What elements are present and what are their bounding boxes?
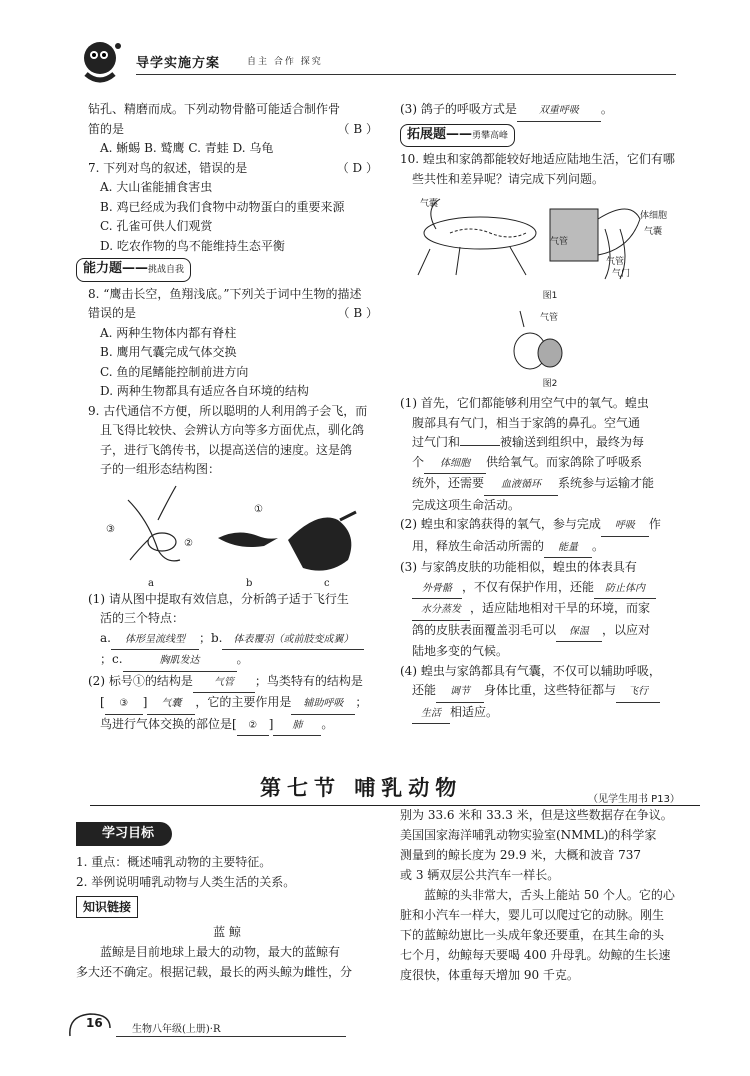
q7-option-a: A. 大山雀能捕食害虫: [100, 180, 213, 194]
story-r9: 度很快，体重每天增加 90 千克。: [400, 968, 579, 982]
fig-label-2: ②: [184, 537, 193, 549]
bottom-left: [76, 818, 378, 982]
answer-breathing: 双重呼吸: [517, 101, 601, 122]
p4-line1: (4) 蝗虫与家鸽都具有气囊，不仅可以辅助呼吸，: [400, 663, 661, 678]
page-number: 16: [86, 1016, 103, 1030]
knowledge-link-tag: 知识链接: [76, 896, 138, 918]
q8-stem1: 8. “鹰击长空，鱼翔浅底。”下列关于词中生物的描述: [88, 286, 362, 301]
q9-stem1: 9. 古代通信不方便，所以聪明的人利用鸽子会飞，而: [88, 403, 368, 418]
left-column: [83, 100, 378, 736]
q8-stem2: 错误的是 （ B ）: [88, 304, 378, 324]
q7-option-c: C. 孔雀可供人们观赏: [100, 219, 213, 233]
p3-line2: 外骨骼 ，不仅有保护作用，还能 防止体内: [400, 578, 700, 600]
q9-stem3: 子，进行飞鸽传书，以提高送信的速度。这是鸽: [100, 442, 353, 457]
answer-trachea: 气管: [193, 673, 255, 694]
answer-cell: 体细胞: [424, 454, 486, 475]
header-rule: [136, 74, 676, 75]
goal-banner: 学习目标: [76, 822, 172, 846]
footer-rule: [116, 1036, 346, 1037]
p3-line4: 鸽的皮肤表面覆盖羽毛可以 保温 ，以应对: [400, 621, 700, 643]
answer-c: 胸肌发达: [123, 651, 237, 672]
story-r4: 或 3 辆双层公共汽车一样长。: [400, 868, 560, 882]
story-r8: 七个月，幼鲸每天要喝 400 升母乳。幼鲸的生长速: [400, 948, 671, 962]
fig1-label-spiracle: 气门: [612, 269, 631, 279]
p2-line2: 用，释放生命活动所需的 能量 。: [400, 537, 700, 559]
story-r5: 蓝鲸的头非常大，舌头上能站 50 个人。它的心: [424, 888, 675, 902]
story-line2: 多大还不确定。根据记载，最长的两头鲸为雌性，分: [76, 965, 353, 979]
goal-1: 1. 重点：概述哺乳动物的主要特征。: [76, 855, 272, 869]
q9-1-stem1: (1) 请从图中提取有效信息，分析鸽子适于飞行生: [88, 591, 349, 606]
fig2-caption: 图2: [542, 378, 558, 389]
p3-line5: 陆地多变的气候。: [412, 644, 509, 658]
fig1-caption: 图1: [542, 291, 558, 301]
answer-prevent: 防止体内: [594, 579, 656, 600]
story-title: 蓝 鲸: [213, 925, 241, 939]
fig1-label-trachea2: 气管: [606, 257, 625, 267]
q6-options: A. 蜥蜴 B. 鹫鹰 C. 青蛙 D. 乌龟: [100, 141, 274, 155]
p1-line3: 过气门和 被输送到组织中，最终为每: [412, 435, 645, 449]
q9-stem2: 且飞得比较快、会辨认方向等多方面优点，驯化鸽: [100, 423, 365, 437]
p4-line2: 还能 调节 身体比重，这些特征都与 飞行: [400, 681, 700, 703]
chapter-reference: （见学生用书 P13）: [588, 794, 680, 805]
book-title: 生物八年级(上册)·R: [132, 1024, 221, 1035]
fig-label-3: ③: [106, 523, 115, 535]
answer-adjust: 调节: [436, 682, 484, 703]
story-r6: 脏和小汽车一样大，婴儿可以爬过它的动脉。刚生: [400, 908, 665, 922]
p2-line1: (2) 蝗虫和家鸽获得的氧气，参与完成 呼吸 作: [400, 515, 700, 537]
story-line1: 蓝鲸是目前地球上最大的动物，最大的蓝鲸有: [100, 945, 341, 959]
fig1-label-sac2: 气囊: [644, 227, 663, 237]
fig1-label-trachea: 气管: [550, 237, 569, 247]
q7-option-b: B. 鸡已经成为我们食物中动物蛋白的重要来源: [100, 199, 345, 214]
q6-answer: （ B ）: [337, 121, 378, 136]
ability-section-tag: 能力题——挑战自我: [76, 258, 191, 282]
answer-circulation: 血液循环: [484, 475, 558, 496]
fig1-label-cell: 体细胞: [640, 211, 668, 221]
q9-2-line2: [ ③ ] 气囊 ，它的主要作用是 辅助呼吸 ；: [88, 693, 378, 715]
p1-line5: 统外，还需要 血液循环 系统参与运输才能: [400, 474, 700, 496]
page-footer: [66, 1010, 316, 1040]
p1-line1: (1) 首先，它们都能够利用空气中的氧气。蝗虫: [400, 396, 649, 410]
answer-b: 体表覆羽（或前肢变成翼）: [222, 630, 364, 651]
answer-energy: 能量: [544, 538, 592, 559]
p1-line6: 完成这项生命活动。: [412, 497, 521, 512]
q8-answer: （ B ）: [337, 306, 378, 320]
p1-line2: 腹部具有气门，相当于家鸽的鼻孔。空气通: [412, 415, 641, 430]
answer-airsac: 气囊: [147, 694, 195, 715]
page-header: [72, 38, 692, 90]
q8-option-a: A. 两种生物体内都有脊柱: [100, 325, 237, 340]
mascot-icon: [72, 38, 132, 90]
fig-label-1: ①: [254, 503, 263, 515]
q10-stem2: 些共性和差异呢？请完成下列问题。: [412, 171, 605, 186]
bottom-right: [400, 805, 700, 985]
fig-caption-b: b: [246, 577, 253, 589]
answer-warm: 保温: [556, 622, 602, 643]
pigeon-figure: [88, 480, 378, 590]
story-r3: 测量到的鲸长度为 29.9 米，大概和波音 737: [400, 848, 642, 862]
figure-2: [400, 307, 700, 375]
answer-life: 生活: [412, 704, 450, 725]
p4-line3: 生活 相适应。: [400, 703, 700, 725]
answer-flight: 飞行: [616, 682, 660, 703]
right-column: [400, 100, 700, 724]
header-title: 导学实施方案: [136, 56, 221, 71]
header-subtitle: 自主 合作 探究: [247, 57, 323, 67]
fig1-label-sac: 气囊: [420, 199, 439, 209]
answer-function: 辅助呼吸: [291, 694, 355, 715]
q7-option-d: D. 吃农作物的鸟不能维持生态平衡: [100, 238, 285, 253]
answer-water: 水分蒸发: [412, 600, 470, 621]
p3-line3: 水分蒸发 ，适应陆地相对干旱的环境，而家: [400, 599, 700, 621]
q9-1-answers: a. 体形呈流线型 ；b. 体表覆羽（或前肢变成翼）: [88, 629, 378, 651]
q9-1-answer-c: ；c. 胸肌发达 。: [88, 650, 378, 672]
q8-option-b: B. 鹰用气囊完成气体交换: [100, 345, 237, 359]
q9-1-stem2: 活的三个特点：: [100, 611, 185, 625]
p3-line1: (3) 与家鸽皮肤的功能相似，蝗虫的体表具有: [400, 560, 637, 574]
answer-exoskeleton: 外骨骼: [412, 579, 462, 600]
q6-line2: 笛的是 （ B ）: [88, 120, 378, 140]
fig2-label: 气管: [540, 312, 559, 323]
q8-option-d: D. 两种生物都具有适应各自环境的结构: [100, 384, 309, 398]
q9-2-line1: (2) 标号①的结构是 气管 ；鸟类特有的结构是: [88, 672, 378, 694]
goal-2: 2. 举例说明哺乳动物与人类生活的关系。: [76, 875, 296, 889]
answer-respiration: 呼吸: [601, 516, 649, 537]
q8-option-c: C. 鱼的尾鳍能控制前进方向: [100, 364, 249, 379]
q9-3-line: (3) 鸽子的呼吸方式是 双重呼吸 。: [400, 100, 700, 122]
story-r7: 下的蓝鲸幼崽比一头成年象还要重，在其生命的头: [400, 928, 665, 942]
answer-lung: 肺: [273, 716, 321, 737]
q9-stem4: 子的一组形态结构图：: [100, 462, 221, 476]
q7-stem: 7. 下列对鸟的叙述，错误的是 （ D ）: [88, 159, 378, 179]
figure-1: [400, 189, 700, 287]
story-r1: 别为 33.6 米和 33.3 米，但是这些数据存在争议。: [400, 808, 673, 822]
extension-section-tag: 拓展题——勇攀高峰: [400, 124, 515, 148]
fig-caption-a: a: [148, 577, 154, 589]
p1-line4: 个 体细胞 供给氧气。而家鸽除了呼吸系: [400, 453, 700, 475]
fig-caption-c: c: [324, 577, 330, 589]
q7-answer: （ D ）: [336, 160, 378, 175]
q6-line1: 钻孔、精磨而成。下列动物骨骼可能适合制作骨: [88, 102, 341, 116]
q9-2-line3: 鸟进行气体交换的部位是[ ② ] 肺 。: [88, 715, 378, 737]
story-r2: 美国国家海洋哺乳动物实验室(NMML)的科学家: [400, 828, 657, 842]
answer-a: 体形呈流线型: [111, 630, 199, 651]
pigeon-diagram: [88, 480, 378, 590]
q10-stem1: 10. 蝗虫和家鸽都能较好地适应陆地生活，它们有哪: [400, 152, 675, 166]
chapter-title: 第七节 哺乳动物: [260, 776, 463, 800]
